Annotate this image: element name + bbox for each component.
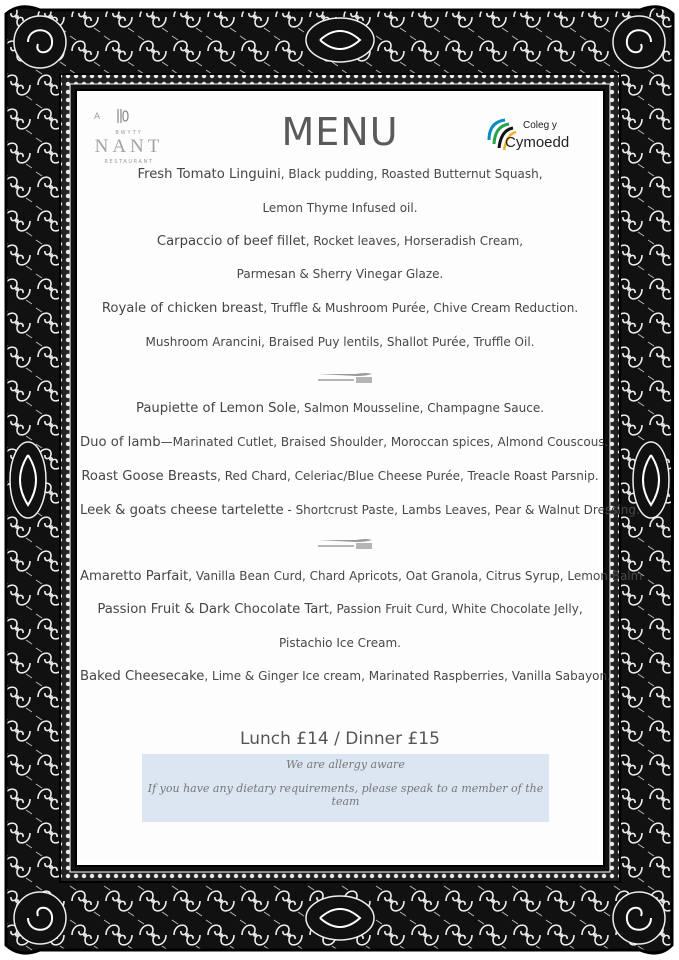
- menu-item: [80, 167, 600, 182]
- coleg-cymoedd-logo: [483, 112, 583, 158]
- fork-knife-mark-icon: [116, 108, 130, 124]
- dish-name: Paupiette of Lemon Sole: [135, 401, 297, 416]
- cutlery-icon: [316, 370, 374, 384]
- menu-item: [80, 469, 600, 484]
- dish-name: Royale of chicken breast: [101, 301, 264, 316]
- logo-bwyty: BWYTY: [115, 130, 143, 136]
- allergy-line2: If you have any dietary requirements, please speak to a member of the team: [147, 782, 544, 808]
- logo-coleg-line2: Cymoedd: [505, 134, 570, 151]
- dish-name: Passion Fruit & Dark Chocolate Tart: [97, 602, 329, 617]
- dish-name: Baked Cheesecake: [80, 669, 205, 684]
- page-title: MENU: [281, 110, 399, 154]
- menu-item: [80, 569, 643, 584]
- dish-description: , Vanilla Bean Curd, Chard Apricots, Oat Granola, Citrus Syrup, Lemon Balm: [188, 569, 643, 583]
- logo-prefix: A: [94, 112, 101, 122]
- logo-nant-name: NANT: [94, 136, 164, 157]
- dish-name: Amaretto Parfait: [80, 569, 189, 584]
- dish-description: , Passion Fruit Curd, White Chocolate Jelly,: [328, 602, 583, 616]
- dish-description: —Marinated Cutlet, Braised Shoulder, Moroccan spices, Almond Couscous.: [160, 435, 609, 449]
- menu-item: [80, 401, 600, 416]
- allergy-line1: We are allergy aware: [286, 758, 405, 771]
- menu-item: [80, 301, 600, 316]
- dish-description: , Truffle & Mushroom Purée, Chive Cream Reduction.: [263, 301, 579, 315]
- dish-description: Mushroom Arancini, Braised Puy lentils, Shallot Purée, Truffle Oil.: [145, 335, 535, 349]
- menu-item: [80, 201, 600, 215]
- dish-description: Parmesan & Sherry Vinegar Glaze.: [236, 267, 444, 281]
- dish-name: Roast Goose Breasts: [81, 469, 218, 484]
- menu-item: [80, 636, 600, 650]
- cutlery-icon: [316, 536, 374, 550]
- nant-restaurant-logo: [94, 108, 164, 170]
- dish-description: Lemon Thyme Infused oil.: [262, 201, 418, 215]
- dish-name: Fresh Tomato Linguini: [137, 167, 281, 182]
- menu-item: [80, 669, 611, 684]
- menu-item: [80, 435, 609, 450]
- logo-restaurant: RESTAURANT: [104, 159, 154, 165]
- menu-item: [80, 503, 640, 518]
- dish-description: , Red Chard, Celeriac/Blue Cheese Purée, Treacle Roast Parsnip.: [217, 469, 599, 483]
- dish-description: , Salmon Mousseline, Champagne Sauce.: [296, 401, 545, 415]
- price-line: Lunch £14 / Dinner £15: [240, 729, 440, 749]
- dish-description: Pistachio Ice Cream.: [279, 636, 401, 650]
- dish-description: , Lime & Ginger Ice cream, Marinated Raspberries, Vanilla Sabayon.: [204, 669, 611, 683]
- dish-name: Duo of lamb: [80, 435, 161, 450]
- menu-item: [80, 335, 600, 349]
- allergy-notice: [142, 754, 549, 822]
- dish-description: - Shortcrust Paste, Lambs Leaves, Pear & Walnut Dressing.: [283, 503, 640, 517]
- dish-description: , Black pudding, Roasted Butternut Squash,: [280, 167, 543, 181]
- dish-name: Leek & goats cheese tartelette: [80, 503, 284, 518]
- menu-item: [80, 234, 600, 249]
- dish-name: Carpaccio of beef fillet: [156, 234, 306, 249]
- dish-description: , Rocket leaves, Horseradish Cream,: [305, 234, 524, 248]
- logo-coleg-line1: Coleg y: [523, 120, 557, 131]
- menu-item: [80, 267, 600, 281]
- menu-item: [80, 602, 600, 617]
